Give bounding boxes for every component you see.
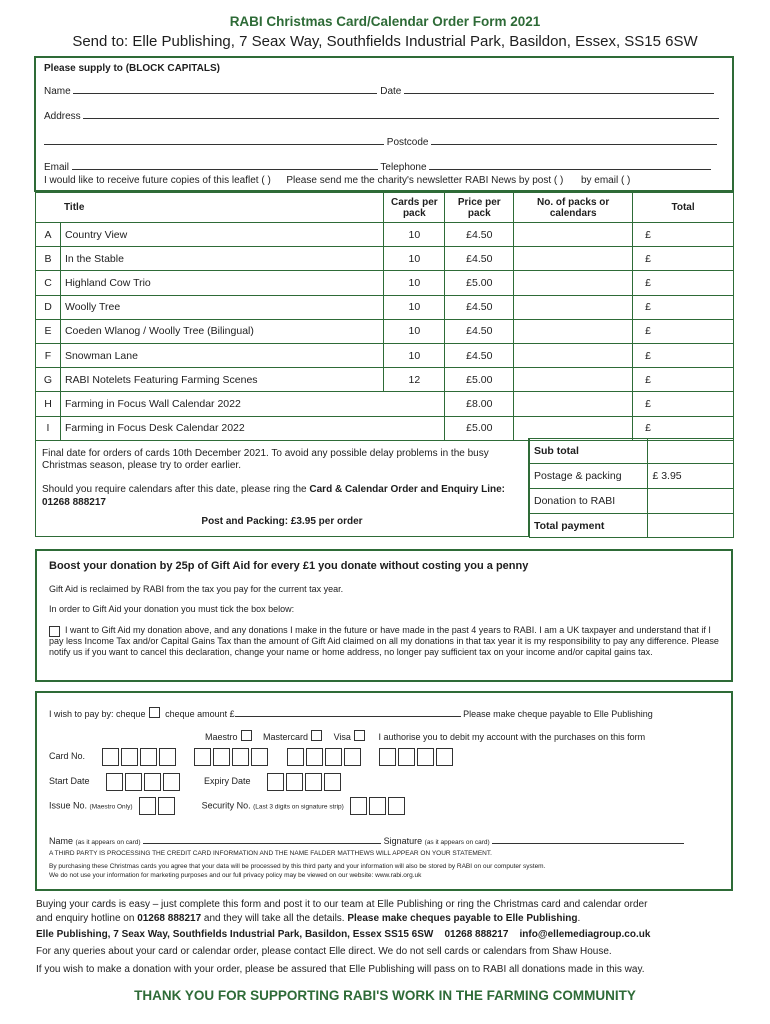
row-total[interactable]: £ xyxy=(633,416,734,440)
buying-info-end: . xyxy=(577,913,581,924)
row-total[interactable]: £ xyxy=(633,319,734,343)
table-row xyxy=(36,343,734,367)
row-code: A xyxy=(36,223,61,247)
maestro-label: Maestro xyxy=(205,732,238,742)
pay-by-label: I wish to pay by: cheque xyxy=(49,709,146,719)
hotline-number: 01268 888217 xyxy=(137,913,202,924)
address-label: Address xyxy=(44,111,81,122)
order-enquiry-line: Card & Calendar Order and Enquiry Line: 01268 888217 xyxy=(42,484,505,508)
address-row xyxy=(44,109,724,122)
price-column-header: Price per pack xyxy=(445,193,514,223)
row-cards: 10 xyxy=(384,319,445,343)
total-column-header: Total xyxy=(633,193,734,223)
payment-box xyxy=(35,691,733,891)
signature-input[interactable] xyxy=(492,834,684,844)
gift-aid-line2: In order to Gift Aid your donation you must tick the box below: xyxy=(49,604,295,614)
telephone-label: Telephone xyxy=(380,162,427,173)
row-packs-input[interactable] xyxy=(514,392,633,416)
telephone-input[interactable] xyxy=(429,160,711,170)
gift-aid-line1: Gift Aid is reclaimed by RABI from the tax you pay for the current tax year. xyxy=(49,584,344,594)
postcode-row xyxy=(44,135,724,148)
supply-details-box xyxy=(34,56,734,192)
cheques-payable-note: Please make cheques payable to Elle Publishing xyxy=(347,913,578,924)
total-payment-value[interactable] xyxy=(648,514,734,538)
card-number-row xyxy=(49,748,469,766)
row-code: I xyxy=(36,416,61,440)
row-title: Woolly Tree xyxy=(60,295,383,319)
card-name-input[interactable] xyxy=(143,834,381,844)
signature-note: (as it appears on card) xyxy=(424,839,490,846)
postage-row xyxy=(530,464,734,489)
newsletter-email-option[interactable]: by email ( ) xyxy=(580,175,631,186)
row-price: £5.00 xyxy=(445,368,514,392)
card-name-label: Name xyxy=(49,836,74,846)
row-total[interactable]: £ xyxy=(633,368,734,392)
privacy-note-1: By purchasing these Christmas cards you agree that your data will be processed by this third party and your information will also be stored by RABI on our computer system. xyxy=(49,863,546,870)
row-code: B xyxy=(36,247,61,271)
post-packing-note: Post and Packing: £3.95 per order xyxy=(201,516,363,527)
expiry-date-label: Expiry Date xyxy=(204,776,251,787)
subtotal-value[interactable] xyxy=(648,439,734,464)
visa-checkbox[interactable] xyxy=(354,730,365,741)
row-price: £4.50 xyxy=(445,247,514,271)
start-date-input[interactable] xyxy=(106,773,182,791)
table-row xyxy=(36,247,734,271)
donation-note: If you wish to make a donation with your order, please be assured that Elle Publishing will pass on to RABI all donations made in this way. xyxy=(36,964,645,975)
row-total[interactable]: £ xyxy=(633,392,734,416)
email-label: Email xyxy=(44,162,70,173)
gift-aid-heading: Boost your donation by 25p of Gift Aid for every £1 you donate without costing you a penny xyxy=(49,560,529,572)
subtotal-label: Sub total xyxy=(530,439,648,464)
row-packs-input[interactable] xyxy=(514,319,633,343)
signature-label: Signature xyxy=(383,836,423,846)
dates-row xyxy=(49,773,357,791)
row-title: Snowman Lane xyxy=(60,343,383,367)
page-title: RABI Christmas Card/Calendar Order Form 2021 xyxy=(229,14,541,29)
row-title: RABI Notelets Featuring Farming Scenes xyxy=(60,368,383,392)
name-label: Name xyxy=(44,86,71,97)
table-row xyxy=(36,295,734,319)
visa-label: Visa xyxy=(333,732,351,742)
table-row xyxy=(36,392,734,416)
cheque-checkbox[interactable] xyxy=(149,707,160,718)
order-table-header xyxy=(36,193,734,223)
postcode-label: Postcode xyxy=(386,137,429,148)
queries-note: For any queries about your card or calendar order, please contact Elle direct. We do not sell cards or calendars from Shaw House. xyxy=(36,946,612,957)
address-input[interactable] xyxy=(83,109,719,119)
newsletter-post-option[interactable]: Please send me the charity's newsletter RABI News by post ( ) xyxy=(286,175,564,186)
donation-label: Donation to RABI xyxy=(530,489,648,514)
row-price: £4.50 xyxy=(445,223,514,247)
payable-note: Please make cheque payable to Elle Publishing xyxy=(463,709,653,719)
buying-info xyxy=(36,898,647,926)
cheque-amount-label: cheque amount £ xyxy=(165,709,235,719)
third-party-note: A THIRD PARTY IS PROCESSING THE CREDIT CARD INFORMATION AND THE NAME FALDER MATTHEWS WILL APPEAR ON YOUR STATEMENT. xyxy=(49,850,492,857)
future-copies-option[interactable]: I would like to receive future copies of this leaflet ( ) xyxy=(44,175,271,186)
name-date-row xyxy=(44,84,724,97)
row-title: Country View xyxy=(60,223,383,247)
row-cards: 10 xyxy=(384,247,445,271)
row-code: E xyxy=(36,319,61,343)
postage-value: £ 3.95 xyxy=(648,464,734,489)
date-label: Date xyxy=(380,86,402,97)
subtotal-row xyxy=(530,439,734,464)
row-packs-input[interactable] xyxy=(514,416,633,440)
name-input[interactable] xyxy=(73,84,377,94)
row-cards: 10 xyxy=(384,223,445,247)
card-number-group-1[interactable] xyxy=(102,748,178,766)
publisher-address: Elle Publishing, 7 Seax Way, Southfields Industrial Park, Basildon, Essex SS15 6SW 01268 888217 info@ellemediagroup.co.uk xyxy=(36,929,651,940)
row-code: G xyxy=(36,368,61,392)
issue-no-note: (Maestro Only) xyxy=(89,803,133,811)
expiry-date-input[interactable] xyxy=(267,773,343,791)
gift-aid-declaration xyxy=(49,625,721,658)
security-no-label: Security No. xyxy=(201,800,251,811)
security-no-input[interactable] xyxy=(350,797,407,815)
card-no-label: Card No. xyxy=(49,751,86,762)
mastercard-label: Mastercard xyxy=(263,732,309,742)
authorise-note: I authorise you to debit my account with the purchases on this form xyxy=(378,732,646,742)
gift-aid-checkbox[interactable] xyxy=(49,626,60,637)
row-title: In the Stable xyxy=(60,247,383,271)
email-input[interactable] xyxy=(72,160,378,170)
table-row xyxy=(36,319,734,343)
row-price: £4.50 xyxy=(445,343,514,367)
row-code: F xyxy=(36,343,61,367)
security-no-note: (Last 3 digits on signature strip) xyxy=(253,803,344,811)
row-title: Farming in Focus Desk Calendar 2022 xyxy=(60,416,444,440)
order-notes-box xyxy=(35,438,529,537)
row-price: £5.00 xyxy=(445,271,514,295)
row-title: Coeden Wlanog / Woolly Tree (Bilingual) xyxy=(60,319,383,343)
buying-info-line-1: Buying your cards is easy – just complete this form and post it to our team at Elle Publishing or ring the Christmas card and calendar order xyxy=(36,899,648,910)
name-signature-row xyxy=(49,834,684,846)
card-number-group-2[interactable] xyxy=(194,748,270,766)
total-payment-label: Total payment xyxy=(530,514,648,538)
row-packs-input[interactable] xyxy=(514,343,633,367)
card-type-row xyxy=(205,730,645,742)
row-packs-input[interactable] xyxy=(514,271,633,295)
gift-aid-box xyxy=(35,549,733,682)
row-title: Highland Cow Trio xyxy=(60,271,383,295)
buying-info-line-2 xyxy=(36,912,647,926)
row-cards: 10 xyxy=(384,295,445,319)
cheque-amount-input[interactable] xyxy=(235,707,461,717)
row-cards: 12 xyxy=(384,368,445,392)
card-number-group-4[interactable] xyxy=(379,748,455,766)
buying-info-text-2: and they will take all the details. xyxy=(201,913,348,924)
table-row xyxy=(36,271,734,295)
row-code: H xyxy=(36,392,61,416)
row-price: £4.50 xyxy=(445,295,514,319)
thank-you-banner: THANK YOU FOR SUPPORTING RABI'S WORK IN THE FARMING COMMUNITY xyxy=(134,988,636,1003)
start-date-label: Start Date xyxy=(49,776,90,787)
row-total[interactable]: £ xyxy=(633,247,734,271)
postcode-input[interactable] xyxy=(431,135,717,145)
row-price: £4.50 xyxy=(445,319,514,343)
issue-no-label: Issue No. xyxy=(49,800,88,811)
row-cards: 10 xyxy=(384,343,445,367)
table-row xyxy=(36,223,734,247)
card-number-group-3[interactable] xyxy=(287,748,363,766)
buying-info-text: and enquiry hotline on xyxy=(36,913,138,924)
title-column-header: Title xyxy=(36,193,384,223)
row-total[interactable]: £ xyxy=(633,295,734,319)
privacy-note-2: We do not use your information for marketing purposes and our full privacy policy may be viewed on our website: www.rabi.org.uk xyxy=(49,872,422,879)
row-title: Farming in Focus Wall Calendar 2022 xyxy=(60,392,444,416)
packs-column-header: No. of packs or calendars xyxy=(514,193,633,223)
row-packs-input[interactable] xyxy=(514,247,633,271)
total-payment-row xyxy=(530,514,734,538)
row-price: £5.00 xyxy=(445,416,514,440)
issue-security-row xyxy=(49,797,421,815)
row-packs-input[interactable] xyxy=(514,223,633,247)
calendars-note xyxy=(42,483,520,509)
email-telephone-row xyxy=(44,160,724,173)
row-total[interactable]: £ xyxy=(633,271,734,295)
final-date-note: Final date for orders of cards 10th December 2021. To avoid any possible delay problems in the busy Christmas season, please try to order earlier. xyxy=(42,448,489,471)
postage-label: Postage & packing xyxy=(530,464,648,489)
maestro-checkbox[interactable] xyxy=(241,730,252,741)
cheque-row xyxy=(49,707,719,719)
row-packs-input[interactable] xyxy=(514,368,633,392)
calendars-note-text: Should you require calendars after this date, please ring the xyxy=(42,484,310,495)
gift-aid-declaration-text: I want to Gift Aid my donation above, and any donations I make in the future or have made in the past 4 years to RABI. I am a UK taxpayer and understand that if I pay less Income Tax and/or Capital Gains Tax than the amount of Gift Aid claimed on all my donations in that tax year it is my responsibility to pay any difference. Please notify us if you want to cancel this declaration, change your name or home address, no longer pay sufficient tax on your income and/or capital gains tax. xyxy=(49,625,719,657)
row-price: £8.00 xyxy=(445,392,514,416)
card-name-note: (as it appears on card) xyxy=(75,839,141,846)
address-line-2-input[interactable] xyxy=(44,135,384,145)
mastercard-checkbox[interactable] xyxy=(311,730,322,741)
row-packs-input[interactable] xyxy=(514,295,633,319)
totals-table xyxy=(529,438,734,538)
preferences-row xyxy=(44,175,724,186)
row-code: D xyxy=(36,295,61,319)
row-cards: 10 xyxy=(384,271,445,295)
order-table xyxy=(35,192,734,441)
table-row xyxy=(36,368,734,392)
row-code: C xyxy=(36,271,61,295)
issue-no-input[interactable] xyxy=(139,797,177,815)
donation-value[interactable] xyxy=(648,489,734,514)
row-total[interactable]: £ xyxy=(633,343,734,367)
table-row xyxy=(36,416,734,440)
cards-column-header: Cards per pack xyxy=(384,193,445,223)
donation-row xyxy=(530,489,734,514)
block-capitals-label: Please supply to (BLOCK CAPITALS) xyxy=(44,63,220,74)
row-total[interactable]: £ xyxy=(633,223,734,247)
send-to-address: Send to: Elle Publishing, 7 Seax Way, Southfields Industrial Park, Basildon, Essex, SS15 6SW xyxy=(72,33,698,50)
date-input[interactable] xyxy=(404,84,714,94)
